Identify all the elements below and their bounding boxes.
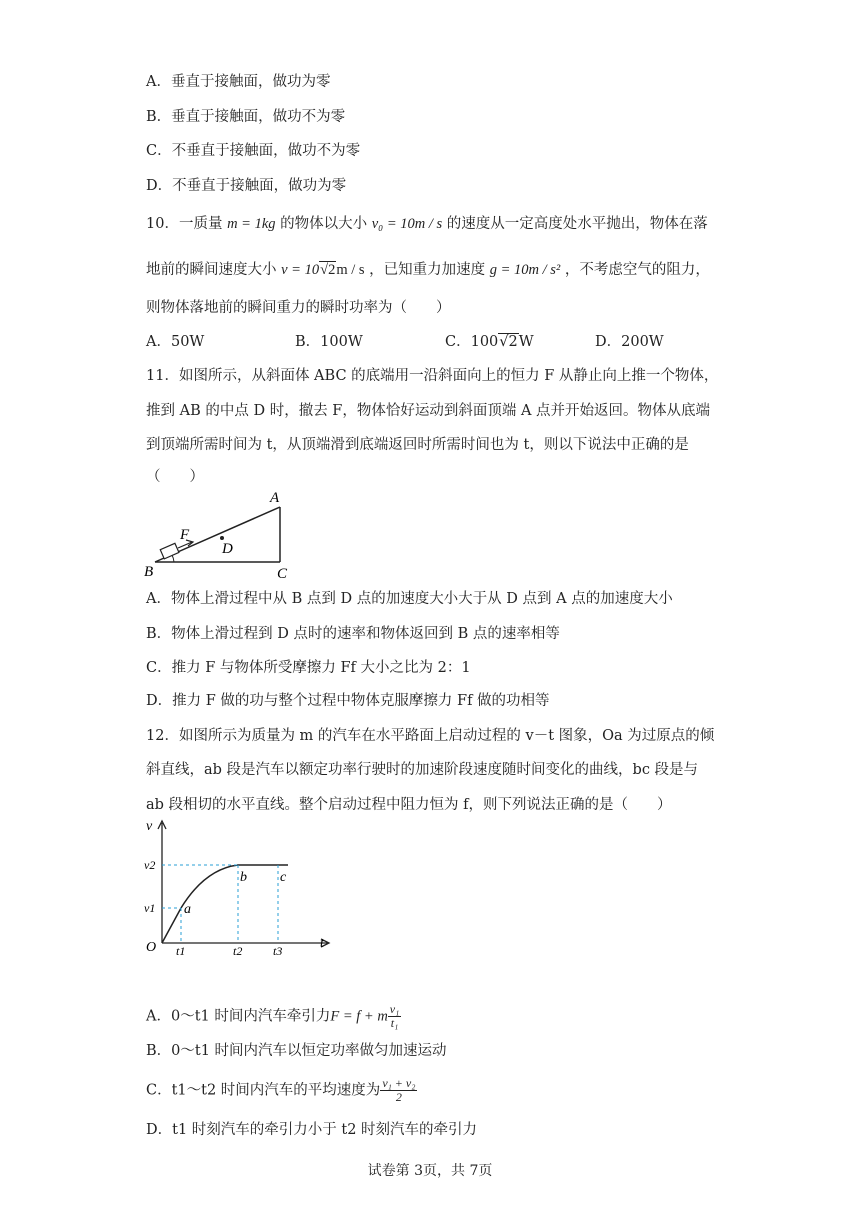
- label-c: C: [277, 566, 288, 582]
- q10-text: ，已知重力加速度: [369, 262, 486, 278]
- point-a-label: a: [184, 902, 191, 917]
- q10-option-c-num: 100: [470, 334, 499, 350]
- q12-line-3: ab 段相切的水平直线。整个启动过程中阻力恒为 f，则下列说法正确的是（ ）: [146, 797, 672, 813]
- page-footer: 试卷第 3页，共 7页: [367, 1163, 493, 1179]
- fraction: [380, 1077, 417, 1104]
- q10-unit: m / s: [336, 262, 365, 278]
- q10-option-c-unit: W: [518, 334, 534, 350]
- tick-t3: t3: [273, 944, 283, 955]
- label-f: F: [180, 527, 190, 543]
- q10-line-2: [146, 260, 710, 280]
- q10-text: 地前的瞬间速度大小: [146, 262, 277, 278]
- q10-text: ，不考虑空气的阻力，: [564, 262, 710, 278]
- q10-text: 的物体以大小: [280, 216, 368, 232]
- label-b: B: [144, 564, 154, 580]
- q12-option-b: B．0～t1 时间内汽车以恒定功率做匀加速运动: [146, 1043, 447, 1059]
- fraction-denominator: 2: [395, 1090, 402, 1104]
- q10-option-a: A．50W: [146, 334, 205, 350]
- q9-option-b: B．垂直于接触面，做功不为零: [146, 109, 346, 125]
- tick-t1: t1: [176, 944, 186, 955]
- q9-option-d: D．不垂直于接触面，做功为零: [146, 178, 347, 194]
- q10-line-1: [146, 214, 708, 234]
- q11-option-d: D．推力 F 做的功与整个过程中物体克服摩擦力 Ff 做的功相等: [146, 693, 550, 709]
- tick-t2: t2: [233, 944, 243, 955]
- q10-final-speed: [281, 262, 364, 278]
- q10-option-b: B．100W: [295, 334, 363, 350]
- label-a: A: [270, 490, 280, 506]
- origin-label: O: [146, 940, 157, 955]
- q12-option-c-text: C．t1～t2 时间内汽车的平均速度为: [146, 1082, 381, 1099]
- q10-option-d: D．200W: [595, 334, 664, 350]
- sqrt-symbol: √2: [320, 262, 336, 278]
- q10-option-c: [445, 332, 534, 352]
- q10-gravity: g = 10m / s²: [489, 262, 561, 278]
- q11-option-b: B．物体上滑过程到 D 点时的速率和物体返回到 B 点的速率相等: [146, 626, 560, 642]
- fraction-numerator: v₁ + v₂: [382, 1076, 416, 1090]
- fraction-numerator: v₁: [389, 1002, 400, 1016]
- q12-option-c: [146, 1077, 417, 1104]
- q12-line-2: 斜直线，ab 段是汽车以额定功率行驶时的加速阶段速度随时间变化的曲线，bc 段是与: [146, 762, 699, 778]
- label-d: D: [222, 541, 233, 557]
- tick-v2: v2: [144, 858, 156, 872]
- vt-graph: [140, 815, 340, 955]
- point-b-label: b: [240, 870, 247, 885]
- q9-option-a: A．垂直于接触面，做功为零: [146, 74, 331, 90]
- q10-option-c-label: C．: [445, 334, 471, 350]
- q11-line-3: 到顶端所需时间为 t，从顶端滑到底端返回时所需时间也为 t，则以下说法中正确的是: [146, 437, 689, 453]
- q12-option-a-formula: F = f + m: [330, 1008, 388, 1025]
- axis-label-t: t: [320, 936, 324, 951]
- fraction: [388, 1003, 402, 1030]
- tick-v1: v1: [144, 901, 156, 915]
- q10-radicand: 2: [328, 262, 336, 278]
- q10-initial-speed: v₀ = 10m / s: [371, 216, 443, 232]
- point-c-label: c: [280, 870, 287, 885]
- q10-mass: m = 1kg: [227, 216, 276, 232]
- q12-line-1: 12．如图所示为质量为 m 的汽车在水平路面上启动过程的 v－t 图象，Oa 为过原点的倾: [146, 728, 715, 744]
- q10-final-speed-coef: v = 10: [281, 262, 320, 278]
- angle-arc-icon: [172, 555, 174, 562]
- q10-text: 的速度从一定高度处水平抛出，物体在落: [446, 216, 708, 232]
- q11-line-4: （ ）: [146, 469, 204, 485]
- q12-option-a: [146, 1003, 401, 1030]
- q12-option-a-text: A．0～t1 时间内汽车牵引力: [146, 1008, 331, 1025]
- q12-option-d: D．t1 时刻汽车的牵引力小于 t2 时刻汽车的牵引力: [146, 1122, 478, 1138]
- q10-line-3: 则物体落地前的瞬间重力的瞬时功率为（ ）: [146, 300, 451, 316]
- midpoint-d-dot: [220, 536, 224, 540]
- fraction-denominator: t₁: [390, 1016, 399, 1030]
- sqrt-symbol: √2: [499, 334, 518, 350]
- velocity-curve: [162, 865, 288, 943]
- q11-option-a: A．物体上滑过程中从 B 点到 D 点的加速度大小大于从 D 点到 A 点的加速度大小: [146, 591, 673, 607]
- q9-option-c: C．不垂直于接触面，做功不为零: [146, 143, 361, 159]
- block-icon: [160, 543, 179, 559]
- q10-text: 10．一质量: [146, 216, 223, 232]
- q10-option-c-radicand: 2: [508, 334, 518, 350]
- axis-label-v: v: [146, 819, 153, 834]
- q11-line-2: 推到 AB 的中点 D 时，撤去 F，物体恰好运动到斜面顶端 A 点并开始返回。物体从底端: [146, 403, 711, 419]
- q11-option-c: C．推力 F 与物体所受摩擦力 Ff 大小之比为 2：1: [146, 660, 471, 676]
- q11-line-1: 11．如图所示，从斜面体 ABC 的底端用一沿斜面向上的恒力 F 从静止向上推一个物体，: [146, 368, 719, 384]
- incline-figure: [140, 490, 310, 585]
